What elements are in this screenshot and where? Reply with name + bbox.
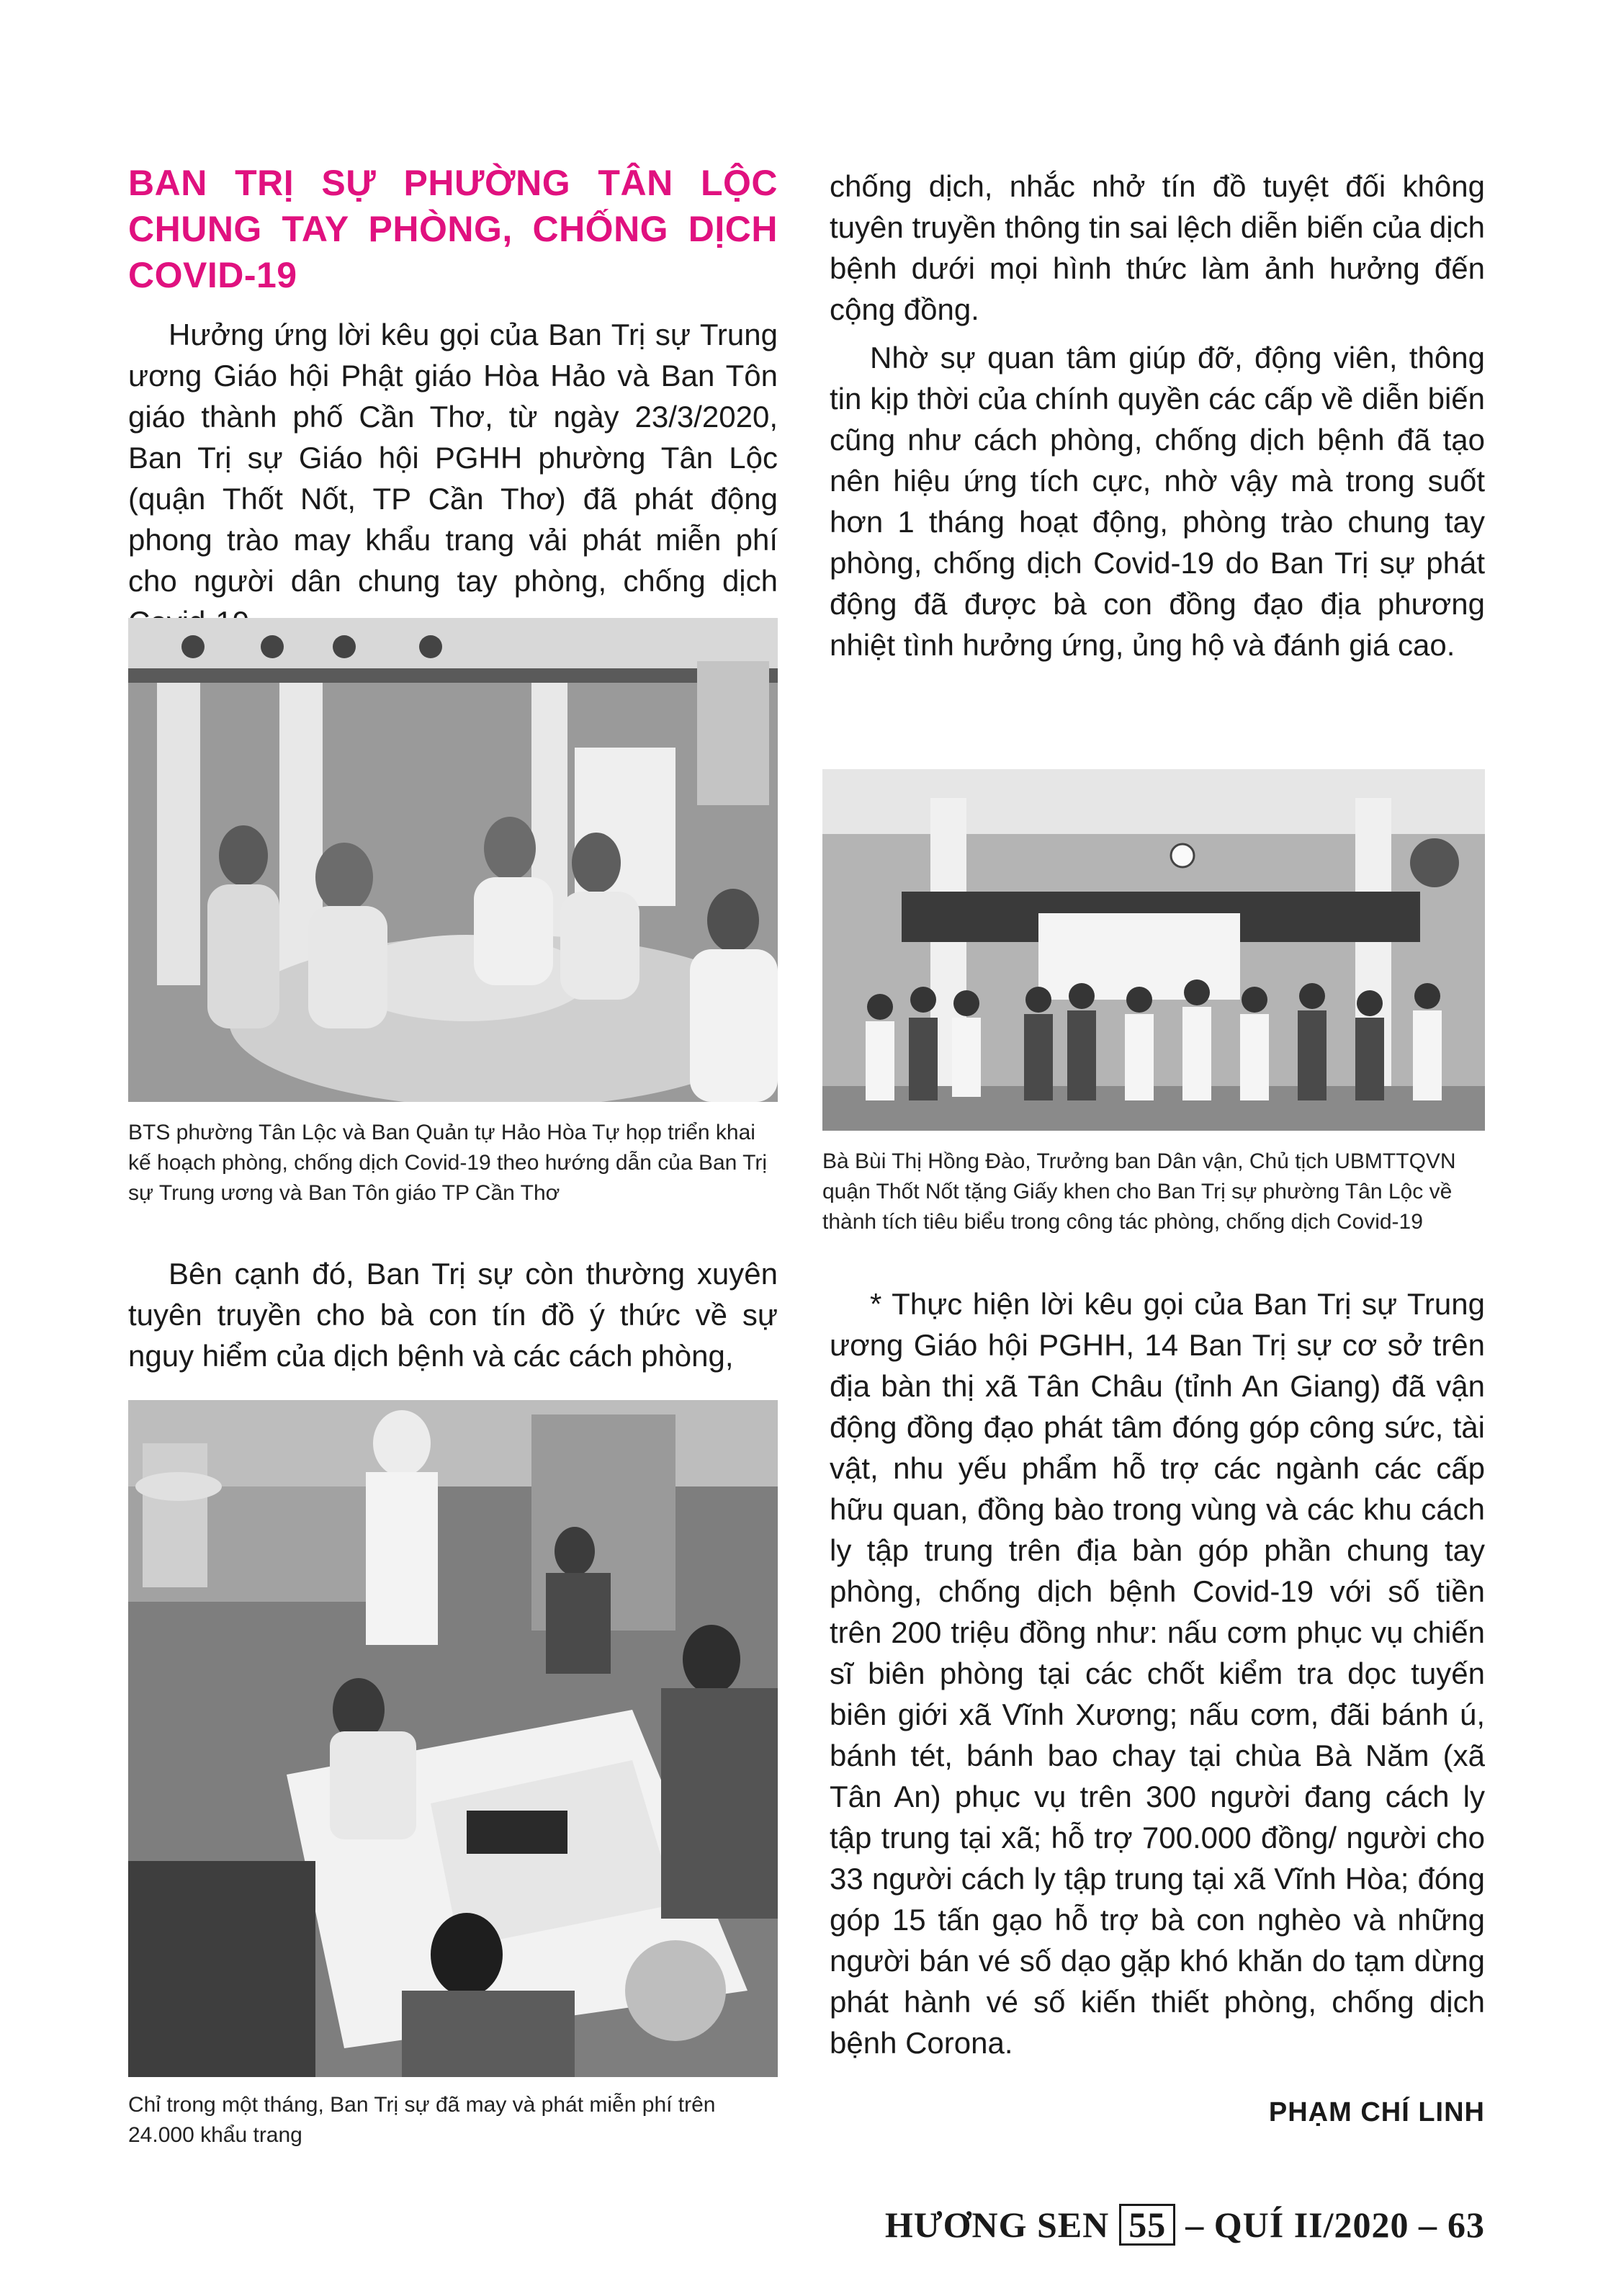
paragraph-tan-chau: * Thực hiện lời kêu gọi của Ban Trị sự Trung ương Giáo hội PGHH, 14 Ban Trị sự cơ sở trên địa bàn thị xã Tân Châu (tỉnh An Giang) đã vận động đồng đạo phát tâm đóng góp công sức, tài vật, nhu yếu phẩm hỗ trợ các ngành các cấp hữu quan, đồng bào trong vùng và các khu cách ly tập trung trên địa bàn góp phần chung tay phòng, chống dịch bệnh Covid-19 với số tiền trên 200 triệu đồng như: nấu cơm phục vụ chiến sĩ biên phòng tại các chốt kiểm tra dọc tuyến biên giới xã Vĩnh Xương; nấu cơm, đãi bánh ú, bánh tét, bánh bao chay tại chùa Bà Năm (xã Tân An) phục vụ trên 300 người đang cách ly tập trung tại xã; hỗ trợ 700.000 đồng/ người cho 33 người cách ly tập trung tại xã Vĩnh Hòa; đóng góp 15 tấn gạo hỗ trợ bà con nghèo và những người bán vé số dạo gặp khó khăn do tạm dừng phát hành vé số kiến thiết phòng, chống dịch bệnh Corona. <box>830 1287 1485 2060</box>
page-number: 63 <box>1447 2205 1485 2245</box>
right-column <box>830 166 1485 665</box>
paragraph-awareness-start: Bên cạnh đó, Ban Trị sự còn thường xuyên tuyên truyền cho bà con tín đồ ý thức về sự nguy hiểm của dịch bệnh và các cách phòng, <box>128 1257 778 1373</box>
paragraph-awareness-cont: chống dịch, nhắc nhở tín đồ tuyệt đối không tuyên truyền thông tin sai lệch diễn biến của dịch bệnh dưới mọi hình thức làm ảnh hưởng đến cộng đồng. <box>830 169 1485 326</box>
right-column-lower <box>830 1283 1485 2063</box>
paragraph-intro: Hưởng ứng lời kêu gọi của Ban Trị sự Trung ương Giáo hội Phật giáo Hòa Hảo và Ban Tôn giáo thành phố Cần Thơ, từ ngày 23/3/2020, Ban Trị sự Giáo hội PGHH phường Tân Lộc (quận Thốt Nốt, TP Cần Thơ) đã phát động phong trào may khẩu trang vải phát miễn phí cho người dân chung tay phòng, chống dịch <box>128 318 778 598</box>
award-photo <box>822 769 1485 1131</box>
meeting-photo <box>128 618 778 1102</box>
issue-period: – QUÍ II/2020 – <box>1185 2205 1437 2245</box>
sewing-photo-caption: Chỉ trong một tháng, Ban Trị sự đã may và phát miễn phí trên 24.000 khẩu trang <box>128 2093 716 2147</box>
article-headline: BAN TRỊ SỰ PHƯỜNG TÂN LỘC CHUNG TAY PHÒNG, CHỐNG DỊCH COVID-19 <box>128 163 778 295</box>
page-footer <box>885 2204 1485 2246</box>
issue-number: 55 <box>1119 2204 1175 2246</box>
award-photo-caption: Bà Bùi Thị Hồng Đào, Trưởng ban Dân vận, Chủ tịch UBMTTQVN quận Thốt Nốt tặng Giấy khen cho Ban Trị sự phường Tân Lộc về thành tích tiêu biểu trong công tác phòng, chống dịch Covid-19 <box>822 1149 1456 1234</box>
sewing-photo <box>128 1400 778 2077</box>
left-column-lower <box>128 1253 778 1376</box>
left-column <box>128 160 778 642</box>
author-byline: PHẠM CHÍ LINH <box>1268 2097 1485 2127</box>
paragraph-support: Nhờ sự quan tâm giúp đỡ, động viên, thông tin kịp thời của chính quyền các cấp về diễn biến cũng như cách phòng, chống dịch bệnh đã tạo nên hiệu ứng tích cực, nhờ vậy mà trong suốt hơn 1 tháng hoạt động, phòng trào chung tay phòng, chống dịch Covid-19 do Ban Trị sự phát động đã được bà con đồng đạo địa phương nhiệt tình hưởng ứng, ủng hộ và đánh giá cao. <box>830 341 1485 662</box>
meeting-photo-caption: BTS phường Tân Lộc và Ban Quản tự Hảo Hòa Tự họp triển khai kế hoạch phòng, chống dịch Covid-19 theo hướng dẫn của Ban Trị sự Trung ương và Ban Tôn giáo TP Cần Thơ <box>128 1121 768 1205</box>
magazine-name: HƯƠNG SEN <box>884 2205 1110 2245</box>
